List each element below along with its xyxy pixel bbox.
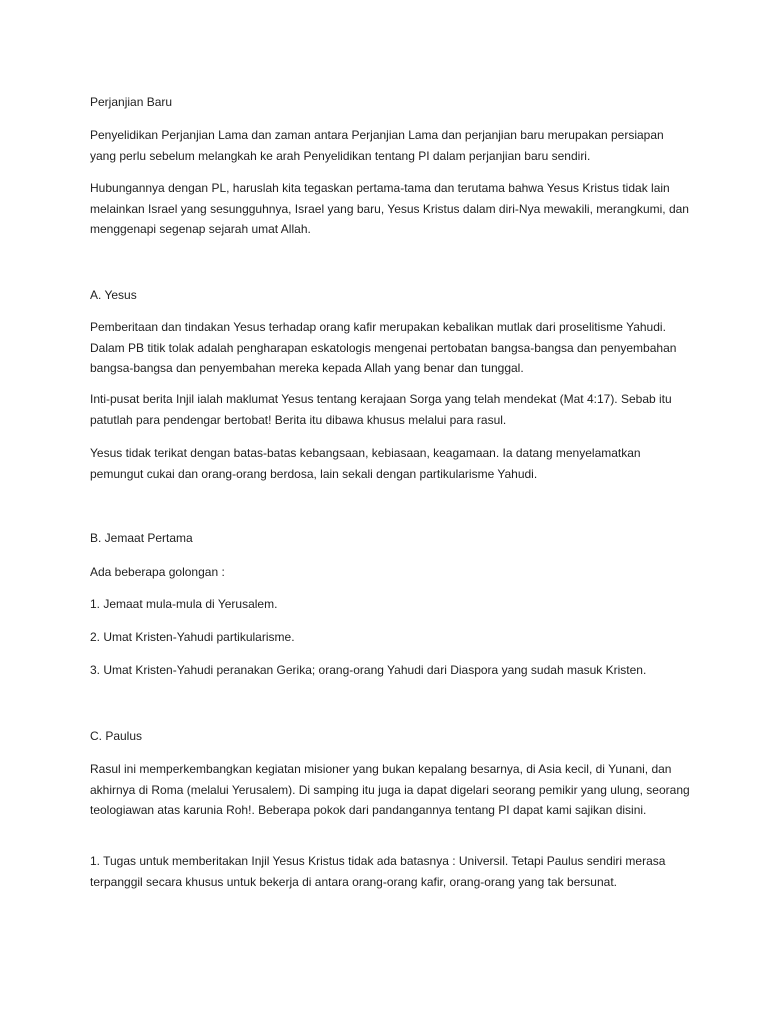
intro-paragraph-1: Penyelidikan Perjanjian Lama dan zaman antara Perjanjian Lama dan perjanjian baru merupakan persiapan yang perlu sebelum melangkah ke arah Penyelidikan tentang PI dalam perjanjian baru sendiri. [90,128,664,163]
section-a-paragraph-1: Pemberitaan dan tindakan Yesus terhadap orang kafir merupakan kebalikan mutlak dari proselitisme Yahudi. Dalam PB titik tolak adalah pengharapan eskatologis mengenai pertobatan bangsa-bangsa dan penyembahan bangsa-bangsa dan penyembahan mereka kepada Allah yang benar dan tunggal. [90,320,677,375]
section-c-paragraph-1: Rasul ini memperkembangkan kegiatan misioner yang bukan kepalang besarnya, di Asia kecil, di Yunani, dan akhirnya di Roma (melalui Yerusalem). Di samping itu juga ia dapat digelari seorang pemikir yang ulung, seorang teologiawan atas karunia Roh!. Beberapa pokok dari pandangannya tentang PI dapat kami sajikan disini. [90,762,690,817]
intro-paragraph-2: Hubungannya dengan PL, haruslah kita tegaskan pertama-tama dan terutama bahwa Yesus Kristus tidak lain melainkan Israel yang sesungguhnya, Israel yang baru, Yesus Kristus dalam diri-Nya mewakili, merangkumi, dan menggenapi segenap sejarah umat Allah. [90,181,689,236]
section-a-paragraph-2: Inti-pusat berita Injil ialah maklumat Yesus tentang kerajaan Sorga yang telah mendekat (Mat 4:17). Sebab itu patutlah para pendengar bertobat! Berita itu dibawa khusus melalui para rasul. [90,392,672,427]
list-item: 1. Jemaat mula-mula di Yerusalem. [90,597,278,611]
section-b-intro: Ada beberapa golongan : [90,565,225,579]
list-item: 2. Umat Kristen-Yahudi partikularisme. [90,630,295,644]
document-title: Perjanjian Baru [90,95,173,109]
list-item: 3. Umat Kristen-Yahudi peranakan Gerika; orang-orang Yahudi dari Diaspora yang sudah masuk Kristen. [90,663,647,677]
section-c-heading: C. Paulus [90,729,143,743]
section-a-heading: A. Yesus [90,288,137,302]
section-a-paragraph-3: Yesus tidak terikat dengan batas-batas kebangsaan, kebiasaan, keagamaan. Ia datang menyelamatkan pemungut cukai dan orang-orang berdosa, lain sekali dengan partikularisme Yahudi. [90,446,641,481]
section-b-heading: B. Jemaat Pertama [90,531,193,545]
section-c-paragraph-2: 1. Tugas untuk memberitakan Injil Yesus Kristus tidak ada batasnya : Universil. Tetapi Paulus sendiri merasa terpanggil secara khusus untuk bekerja di antara orang-orang kafir, orang-orang yang tak bersunat. [90,854,666,889]
